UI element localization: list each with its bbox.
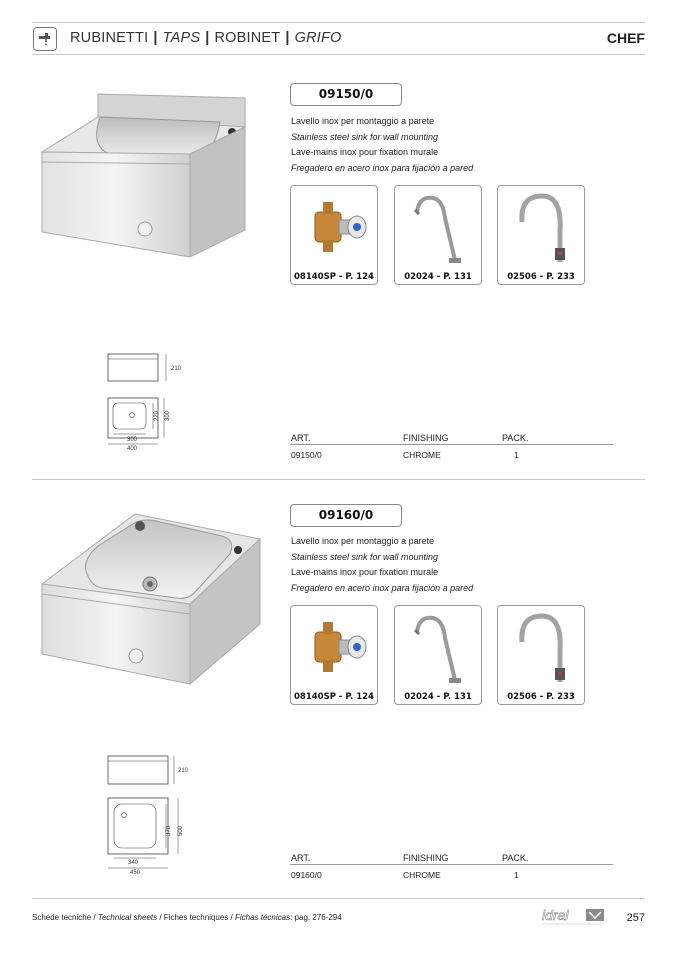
footer-pages: : pag. 276-294 (290, 913, 342, 922)
accessory-label: 02506 - P. 233 (507, 272, 575, 282)
table-header-pack: PACK. (502, 433, 529, 443)
accessory-card[interactable] (394, 605, 482, 705)
footer-en: Technical sheets (97, 913, 158, 922)
table-header-finishing: FINISHING (403, 433, 449, 443)
footer-note (32, 913, 342, 922)
idral-logo (540, 906, 606, 926)
gooseneck-tap-icon (399, 610, 477, 686)
valve-icon (295, 190, 373, 266)
gooseneck-tap-icon (399, 190, 477, 266)
table-header-pack: PACK. (502, 853, 529, 863)
tap-icon (33, 27, 57, 51)
table-cell-finishing: CHROME (403, 870, 441, 880)
logo-text: idral (542, 907, 569, 923)
desc-it: Lavello inox per montaggio a parete (291, 536, 435, 546)
table-header-finishing: FINISHING (403, 853, 449, 863)
accessory-card[interactable] (497, 185, 585, 285)
footer-rule (32, 898, 645, 899)
footer-it: Schede tecniche / (32, 913, 98, 922)
product-image-sink-2 (40, 504, 265, 689)
title-sep: | (205, 30, 210, 46)
accessory-label: 02024 - P. 131 (404, 272, 472, 282)
desc-fr: Lave-mains inox pour fixation murale (291, 147, 439, 157)
dim-width-outer: 450 (130, 870, 141, 876)
desc-fr: Lave-mains inox pour fixation murale (291, 567, 439, 577)
table-cell-art: 09160/0 (291, 870, 322, 880)
table-cell-finishing: CHROME (403, 450, 441, 460)
product-image-sink-1 (40, 92, 250, 262)
accessory-label: 02506 - P. 233 (507, 692, 575, 702)
dim-height: 210 (178, 768, 189, 774)
table-cell-pack: 1 (514, 450, 519, 460)
accessory-label: 02024 - P. 131 (404, 692, 472, 702)
sensor-tap-icon (502, 610, 580, 686)
section-divider (32, 479, 645, 480)
accessory-card[interactable] (290, 605, 378, 705)
dim-height: 210 (171, 366, 182, 372)
desc-en: Stainless steel sink for wall mounting (291, 131, 439, 142)
header-bottom-rule (32, 54, 645, 55)
accessory-card[interactable] (497, 605, 585, 705)
table-header-art: ART. (291, 433, 311, 443)
table-rule (290, 864, 613, 865)
desc-it: Lavello inox per montaggio a parete (291, 116, 435, 126)
title-it: RUBINETTI (70, 30, 149, 46)
dim-depth-outer: 500 (178, 825, 184, 836)
technical-drawing-1 (100, 345, 195, 460)
desc-en: Stainless steel sink for wall mounting (291, 551, 439, 562)
table-rule (290, 444, 613, 445)
title-en: TAPS (162, 30, 201, 46)
sensor-tap-icon (502, 190, 580, 266)
dim-width-inner: 300 (127, 437, 138, 443)
product-code: 09160/0 (290, 504, 402, 527)
page-number: 257 (626, 912, 645, 924)
footer-es: Fichas técnicas (234, 913, 291, 922)
header-top-rule (32, 22, 645, 23)
product-description (291, 114, 473, 176)
technical-drawing-2 (100, 748, 195, 878)
dim-width-inner: 340 (128, 860, 139, 866)
title-es: GRIFO (294, 30, 342, 46)
dim-depth-outer: 300 (165, 410, 171, 421)
product-description (291, 534, 473, 596)
title-fr: ROBINET (214, 30, 281, 46)
dim-depth-inner: 220 (154, 410, 160, 421)
table-cell-pack: 1 (514, 870, 519, 880)
title-sep: | (285, 30, 290, 46)
table-header-art: ART. (291, 853, 311, 863)
accessory-card[interactable] (394, 185, 482, 285)
footer-fr: / Fiches techniques / (157, 913, 235, 922)
brand-label: CHEF (606, 30, 645, 46)
valve-icon (295, 610, 373, 686)
table-cell-art: 09150/0 (291, 450, 322, 460)
accessory-label: 08140SP - P. 124 (294, 272, 374, 282)
title-sep: | (153, 30, 158, 46)
accessory-label: 08140SP - P. 124 (294, 692, 374, 702)
accessory-card[interactable] (290, 185, 378, 285)
dim-width-outer: 400 (127, 446, 138, 452)
desc-es: Fregadero en acero inox para fijación a pared (291, 162, 474, 173)
dim-depth-inner: 370 (166, 825, 172, 836)
page-title (70, 30, 342, 46)
product-code: 09150/0 (290, 83, 402, 106)
desc-es: Fregadero en acero inox para fijación a pared (291, 582, 474, 593)
